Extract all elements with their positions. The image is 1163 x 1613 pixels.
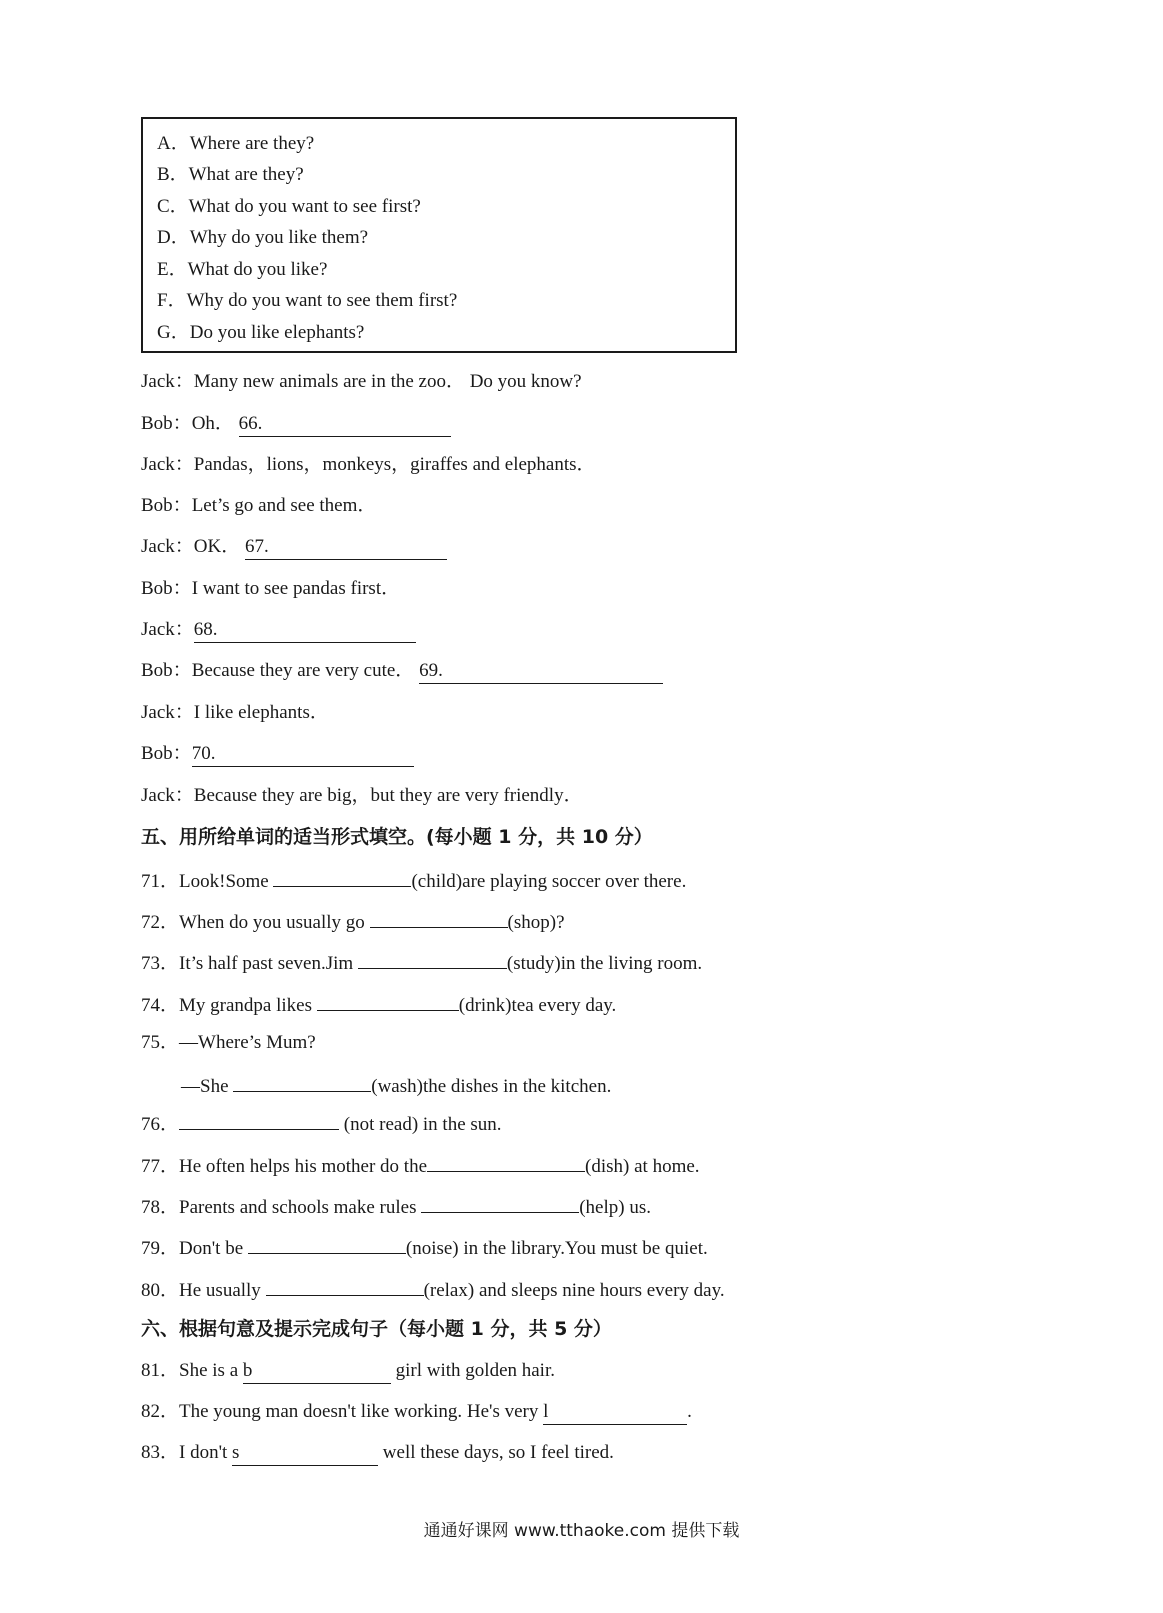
dialogue-text: Because they are big，but they are very friendly． [193, 785, 583, 806]
page-footer: 通通好课网 www.tthaoke.com 提供下载 [423, 1521, 740, 1541]
dialogue-line [141, 370, 582, 394]
speaker: Bob： [141, 495, 192, 516]
dialogue-text: OK． [193, 536, 245, 557]
option-g: G．Do you like elephants? [157, 322, 365, 343]
question-text: (help) us. [579, 1197, 651, 1218]
answer-blank[interactable] [358, 949, 507, 969]
speaker: Jack： [141, 454, 194, 475]
answer-blank[interactable] [273, 867, 411, 887]
question-text: He usually [179, 1280, 266, 1301]
question-number: 82． [141, 1401, 180, 1422]
blank-number: 67. [244, 536, 269, 557]
dialogue-line [141, 535, 447, 560]
option-c: C．What do you want to see first? [157, 196, 421, 217]
question-number: 73． [141, 953, 180, 974]
answer-blank[interactable] [232, 1441, 378, 1466]
question-75 [141, 1031, 316, 1055]
option-f: F．Why do you want to see them first? [157, 290, 458, 311]
options-box [141, 117, 737, 353]
question-text: (study)in the living room. [506, 953, 703, 974]
blank-number: 66. [238, 413, 263, 434]
dialogue-line [141, 784, 583, 808]
question-text: girl with golden hair. [390, 1360, 555, 1381]
question-number: 71． [141, 871, 180, 892]
answer-blank[interactable] [233, 1072, 371, 1092]
question-83 [141, 1441, 614, 1466]
answer-blank[interactable] [248, 1234, 406, 1254]
question-number: 83． [141, 1442, 180, 1463]
question-text: —Where’s Mum? [179, 1032, 316, 1053]
question-number: 78． [141, 1197, 180, 1218]
dialogue-text: Many new animals are in the zoo． Do you know? [193, 371, 582, 392]
question-78 [141, 1193, 651, 1220]
dialogue-line [141, 742, 414, 767]
question-text: Look!Some [179, 871, 274, 892]
question-number: 75． [141, 1032, 180, 1053]
dialogue-line [141, 494, 376, 518]
question-text: The young man doesn't like working. He's very [179, 1401, 544, 1422]
question-number: 76． [141, 1114, 180, 1135]
answer-blank-68[interactable] [194, 618, 416, 643]
question-71 [141, 867, 686, 894]
dialogue-text: I want to see pandas first． [191, 578, 401, 599]
speaker: Bob： [141, 660, 192, 681]
hint-letter: b [242, 1360, 253, 1381]
answer-blank[interactable] [243, 1359, 391, 1384]
speaker: Jack： [141, 702, 194, 723]
question-72 [141, 908, 565, 935]
question-text: (dish) at home. [585, 1156, 700, 1177]
dialogue-text: Oh． [191, 413, 239, 434]
dialogue-line [141, 618, 416, 643]
answer-blank[interactable] [421, 1193, 579, 1213]
answer-blank[interactable] [543, 1400, 687, 1425]
section-5-heading: 五、用所给单词的适当形式填空。(每小题 1 分，共 10 分） [141, 826, 653, 848]
question-number: 80． [141, 1280, 180, 1301]
option-b: B．What are they? [157, 164, 304, 185]
answer-blank-69[interactable] [419, 659, 663, 684]
question-79 [141, 1234, 708, 1261]
question-text: well these days, so I feel tired. [378, 1442, 614, 1463]
question-text: (drink)tea every day. [458, 995, 617, 1016]
question-text: (noise) in the library.You must be quiet. [405, 1238, 708, 1259]
dialogue-text: Pandas，lions，monkeys，giraffes and elephants． [193, 454, 596, 475]
question-80 [141, 1276, 725, 1303]
question-text: (child)are playing soccer over there. [411, 871, 687, 892]
question-77 [141, 1152, 700, 1179]
answer-blank[interactable] [427, 1152, 585, 1172]
dialogue-line [141, 453, 596, 477]
question-text: (not read) in the sun. [339, 1114, 502, 1135]
blank-number: 70. [191, 743, 216, 764]
question-text: . [687, 1401, 692, 1422]
section-6-heading: 六、根据句意及提示完成句子（每小题 1 分，共 5 分） [141, 1318, 612, 1340]
answer-blank-67[interactable] [245, 535, 447, 560]
question-text: Parents and schools make rules [179, 1197, 422, 1218]
question-81 [141, 1359, 555, 1384]
speaker: Jack： [141, 536, 194, 557]
answer-blank-66[interactable] [239, 412, 451, 437]
question-74 [141, 991, 616, 1018]
question-number: 77． [141, 1156, 180, 1177]
question-text: When do you usually go [179, 912, 370, 933]
option-d: D．Why do you like them? [157, 227, 369, 248]
question-text: (shop)? [507, 912, 565, 933]
question-number: 72． [141, 912, 180, 933]
speaker: Bob： [141, 413, 192, 434]
speaker: Jack： [141, 619, 194, 640]
question-text: —She [181, 1076, 234, 1097]
dialogue-line [141, 577, 400, 601]
question-text: (wash)the dishes in the kitchen. [371, 1076, 612, 1097]
dialogue-text: I like elephants． [193, 702, 329, 723]
question-text: My grandpa likes [179, 995, 317, 1016]
question-text: He often helps his mother do the [179, 1156, 428, 1177]
hint-letter: s [232, 1442, 240, 1463]
question-text: She is a [179, 1360, 243, 1381]
blank-number: 69. [419, 660, 443, 681]
question-number: 79． [141, 1238, 180, 1259]
question-82 [141, 1400, 692, 1425]
question-75-answer-line [181, 1072, 611, 1099]
dialogue-text: Let’s go and see them． [191, 495, 377, 516]
option-a: A．Where are they? [157, 133, 315, 154]
speaker: Jack： [141, 785, 194, 806]
question-76 [141, 1110, 502, 1137]
dialogue-line [141, 701, 329, 725]
answer-blank[interactable] [179, 1110, 339, 1130]
question-text: (relax) and sleeps nine hours every day. [423, 1280, 725, 1301]
answer-blank[interactable] [266, 1276, 424, 1296]
question-number: 81． [141, 1360, 180, 1381]
speaker: Bob： [141, 743, 192, 764]
dialogue-line [141, 412, 451, 437]
question-text: Don't be [179, 1238, 248, 1259]
question-number: 74． [141, 995, 180, 1016]
blank-number: 68. [193, 619, 218, 640]
question-73 [141, 949, 702, 976]
dialogue-line [141, 659, 663, 684]
answer-blank[interactable] [317, 991, 459, 1011]
hint-letter: l [543, 1401, 549, 1422]
speaker: Jack： [141, 371, 194, 392]
option-e: E．What do you like? [157, 259, 328, 280]
question-text: I don't [179, 1442, 233, 1463]
answer-blank-70[interactable] [192, 742, 414, 767]
answer-blank[interactable] [370, 908, 508, 928]
speaker: Bob： [141, 578, 192, 599]
dialogue-text: Because they are very cute． [191, 660, 420, 681]
question-text: It’s half past seven.Jim [179, 953, 358, 974]
